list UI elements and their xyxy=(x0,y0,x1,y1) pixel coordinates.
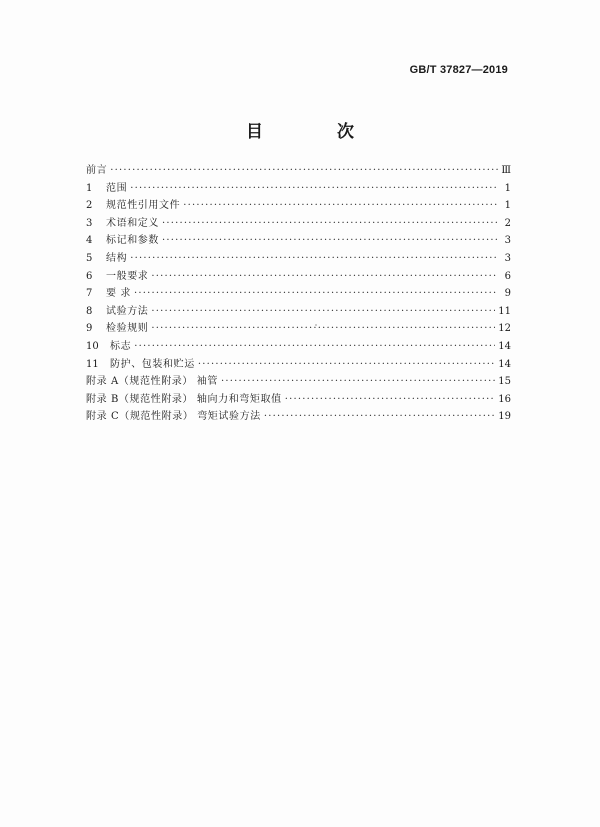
toc-entry[interactable] xyxy=(86,338,511,356)
dot-leader xyxy=(151,320,495,338)
standard-code: GB/T 37827—2019 xyxy=(409,64,508,76)
toc-entry-number: 8 xyxy=(86,305,93,317)
toc-entry[interactable] xyxy=(86,162,511,180)
toc-entry[interactable] xyxy=(86,408,511,426)
dot-leader xyxy=(221,373,495,391)
toc-entry-page: 6 xyxy=(504,270,511,282)
toc-entry-label: 一般要求 xyxy=(106,270,149,282)
toc-entry[interactable] xyxy=(86,215,511,233)
dot-leader xyxy=(134,338,495,356)
toc-entry[interactable] xyxy=(86,180,511,198)
toc-entry-page: 2 xyxy=(504,217,511,229)
toc-entry-number: 6 xyxy=(86,270,93,282)
dot-leader xyxy=(130,180,498,198)
toc-entry-page: Ⅲ xyxy=(501,165,511,176)
toc-entry[interactable] xyxy=(86,391,511,409)
toc-entry-page: 12 xyxy=(498,323,511,335)
toc-entry[interactable] xyxy=(86,250,511,268)
toc-entry-label: 范围 xyxy=(106,182,128,194)
toc-entry-label: 术语和定义 xyxy=(106,217,159,229)
toc-entry-page: 19 xyxy=(498,411,511,423)
toc-entry-label: 规范性引用文件 xyxy=(106,200,181,212)
toc-entry-label: 附录 C（规范性附录） 弯矩试验方法 xyxy=(86,411,261,423)
scan-speck xyxy=(315,324,317,326)
toc-entry-page: 1 xyxy=(504,200,511,212)
toc-entry-page: 15 xyxy=(498,376,511,388)
toc-entry-number: 2 xyxy=(86,200,93,212)
toc-entry-page: 3 xyxy=(504,252,511,264)
dot-leader xyxy=(285,391,496,409)
toc-entry-label: 试验方法 xyxy=(106,305,149,317)
table-of-contents xyxy=(86,162,511,426)
toc-entry-page: 9 xyxy=(504,288,511,300)
dot-leader xyxy=(134,285,498,303)
dot-leader xyxy=(110,162,498,180)
toc-entry-page: 3 xyxy=(504,235,511,247)
toc-entry-number: 5 xyxy=(86,252,93,264)
toc-entry[interactable] xyxy=(86,232,511,250)
toc-entry-page: 11 xyxy=(498,305,511,317)
toc-entry-label: 附录 A（规范性附录） 袖管 xyxy=(86,376,218,388)
dot-leader xyxy=(162,215,498,233)
dot-leader xyxy=(130,250,498,268)
toc-entry[interactable] xyxy=(86,285,511,303)
toc-entry-number: 1 xyxy=(86,182,93,194)
toc-entry[interactable] xyxy=(86,303,511,321)
toc-entry-number: 3 xyxy=(86,217,93,229)
dot-leader xyxy=(151,268,498,286)
toc-entry-label: 前言 xyxy=(86,165,108,176)
dot-leader xyxy=(264,408,495,426)
dot-leader xyxy=(183,197,498,215)
toc-entry-number: 10 xyxy=(86,340,99,352)
toc-entry-number: 7 xyxy=(86,288,93,300)
toc-entry[interactable] xyxy=(86,268,511,286)
toc-entry-number: 11 xyxy=(86,358,99,370)
toc-entry[interactable] xyxy=(86,197,511,215)
toc-entry-page: 14 xyxy=(498,340,511,352)
toc-entry[interactable] xyxy=(86,373,511,391)
toc-entry-page: 16 xyxy=(498,393,511,405)
dot-leader xyxy=(151,303,495,321)
toc-entry-label: 检验规则 xyxy=(106,323,149,335)
toc-title: 目 次 xyxy=(246,122,388,142)
toc-entry[interactable] xyxy=(86,356,511,374)
toc-entry-label: 标志 xyxy=(110,340,132,352)
toc-entry-label: 结构 xyxy=(106,252,128,264)
toc-entry-label: 附录 B（规范性附录） 轴向力和弯矩取值 xyxy=(86,393,282,405)
toc-entry-number: 4 xyxy=(86,235,93,247)
toc-entry[interactable] xyxy=(86,320,511,338)
toc-entry-label: 标记和参数 xyxy=(106,235,159,247)
toc-entry-page: 14 xyxy=(498,358,511,370)
dot-leader xyxy=(198,356,495,374)
toc-entry-label: 要 求 xyxy=(106,288,131,300)
toc-entry-page: 1 xyxy=(504,182,511,194)
dot-leader xyxy=(162,232,498,250)
toc-entry-label: 防护、包装和贮运 xyxy=(110,358,195,370)
toc-entry-number: 9 xyxy=(86,323,93,335)
